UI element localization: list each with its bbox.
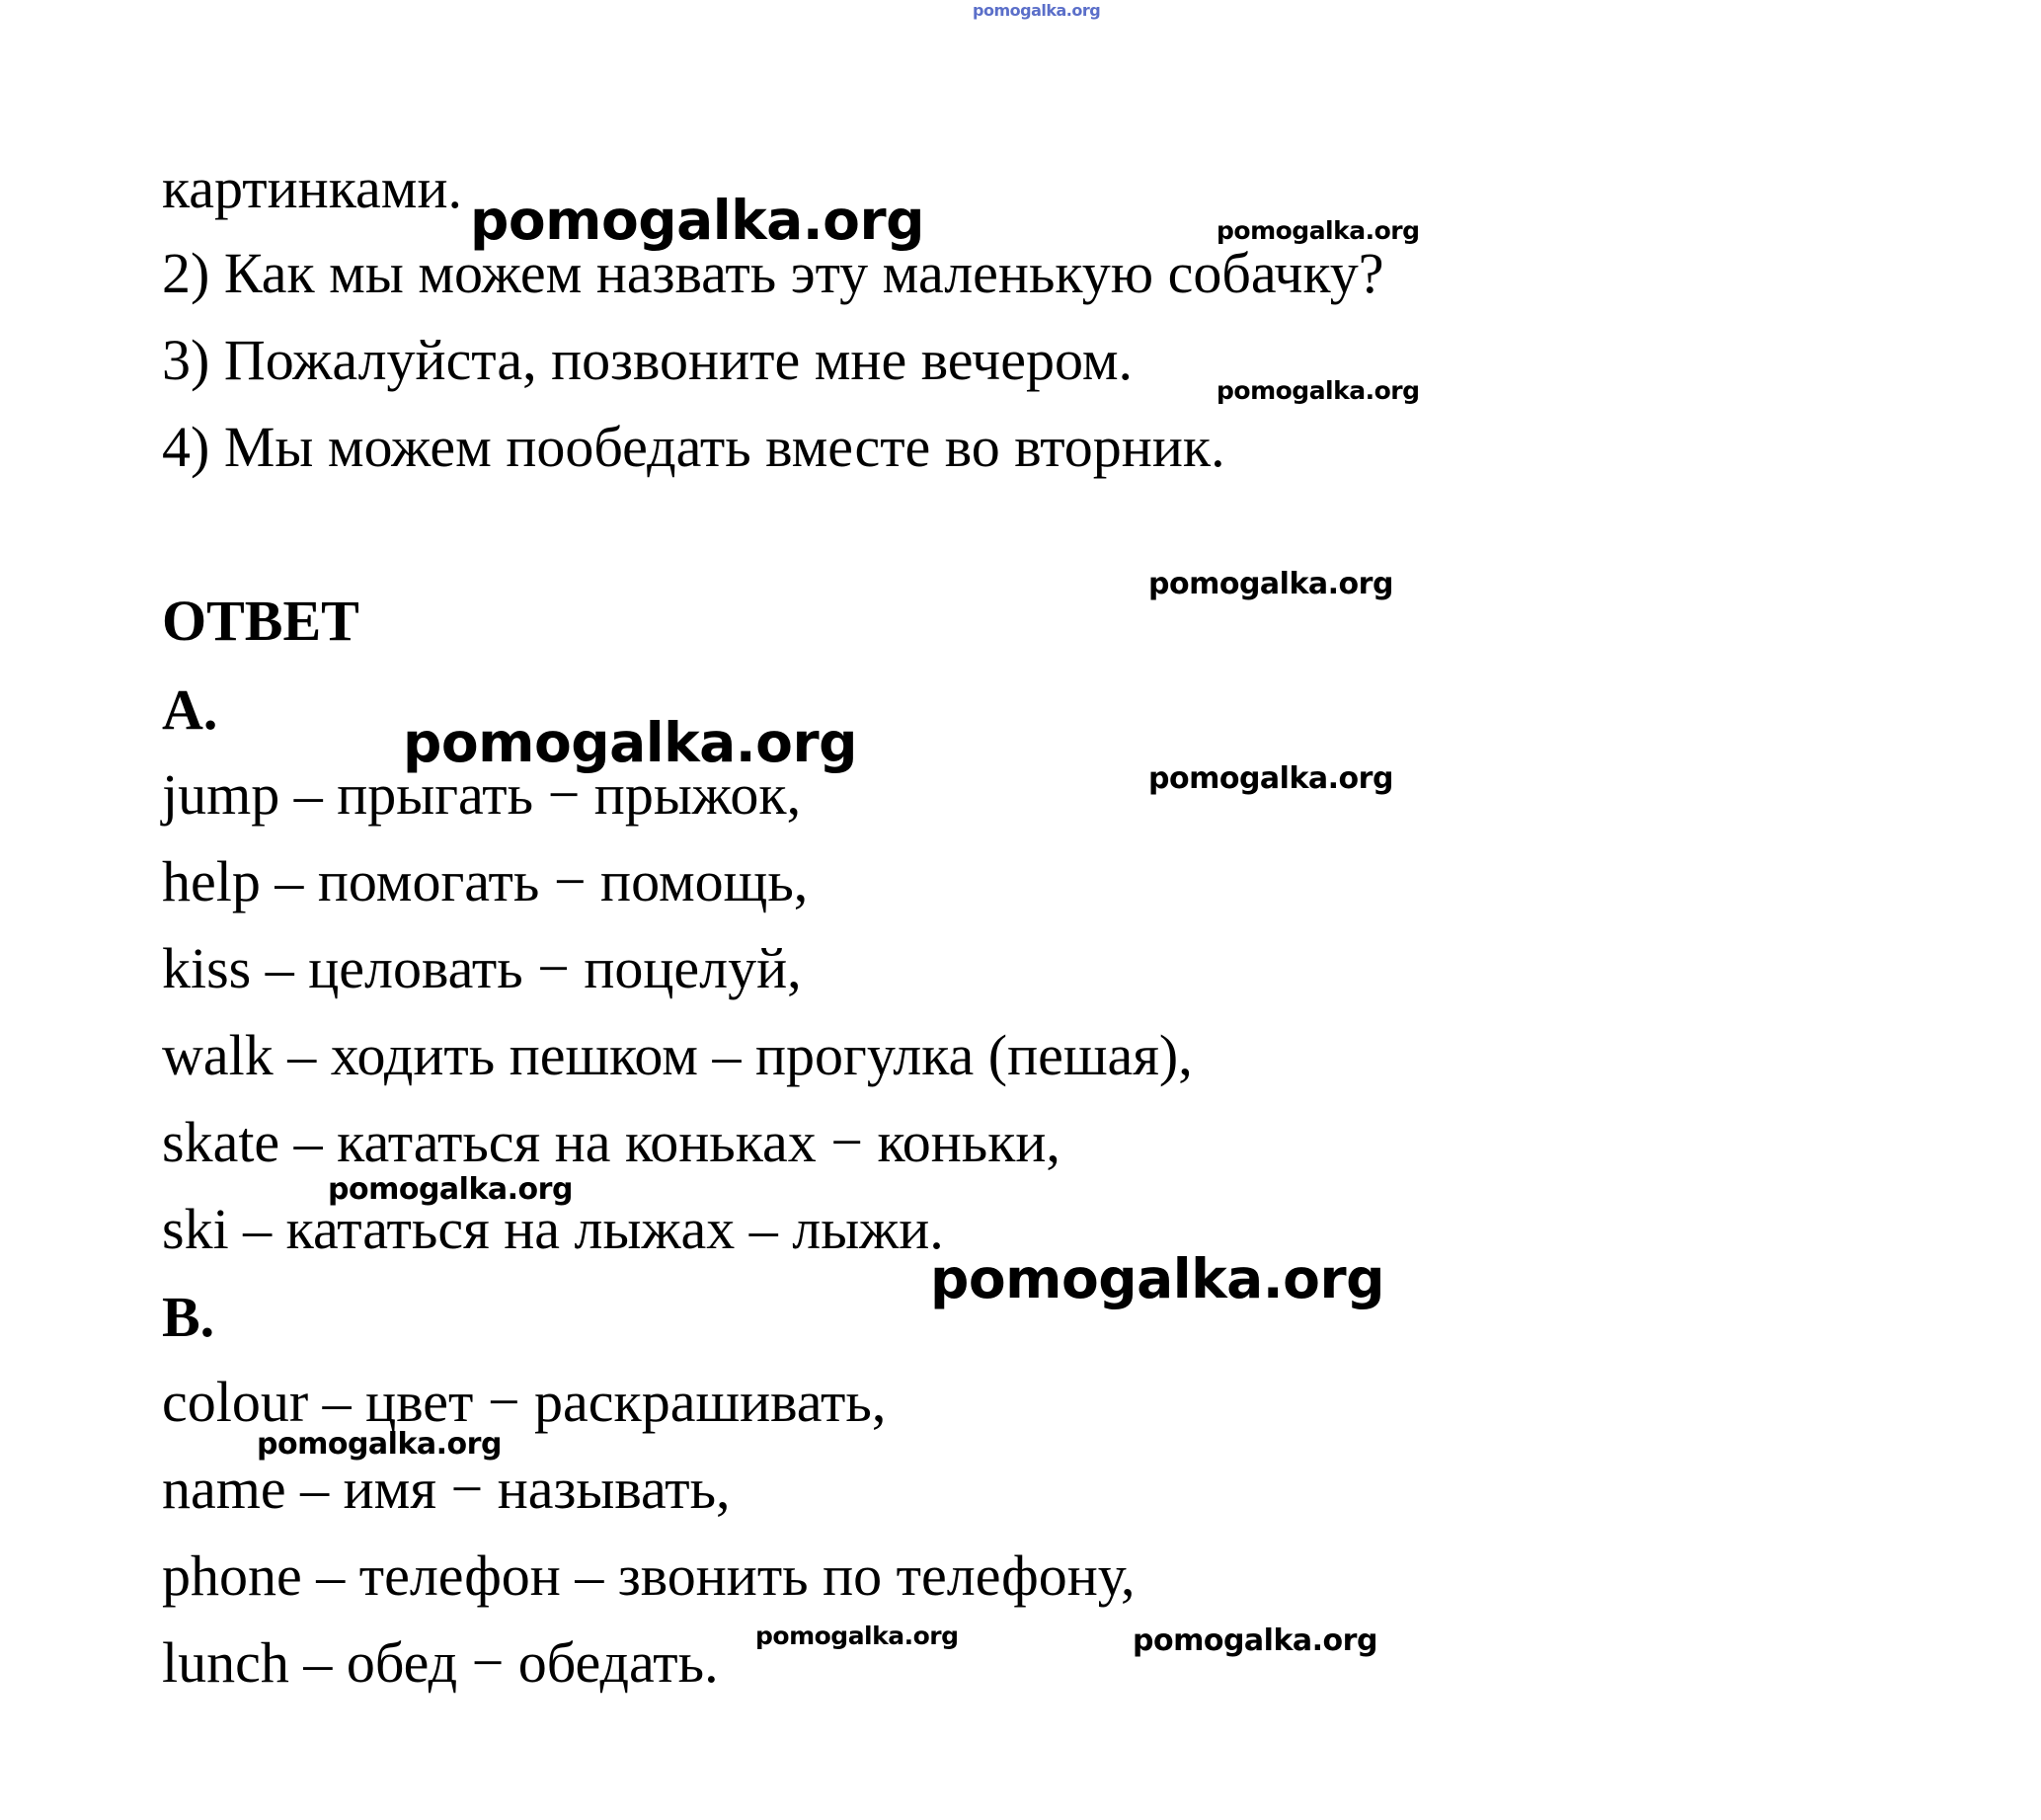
exercise-line-continuation: картинками.: [162, 156, 462, 220]
section-a-item-ski: ski – кататься на лыжах – лыжи.: [162, 1197, 944, 1261]
section-a-item-walk: walk – ходить пешком – прогулка (пешая),: [162, 1023, 1193, 1087]
section-a-item-jump: jump – прыгать − прыжок,: [162, 762, 802, 827]
watermark: pomogalka.org: [328, 1172, 573, 1207]
exercise-line-3: 3) Пожалуйста, позвоните мне вечером.: [162, 328, 1134, 392]
section-b-label: B.: [162, 1285, 215, 1349]
section-b-item-colour: colour – цвет − раскрашивать,: [162, 1370, 887, 1434]
exercise-line-4: 4) Мы можем пообедать вместе во вторник.: [162, 415, 1225, 479]
section-a-item-help: help – помогать − помощь,: [162, 849, 809, 913]
answer-title: ОТВЕТ: [162, 589, 359, 653]
watermark: pomogalka.org: [1133, 1623, 1377, 1658]
section-b-item-lunch: lunch – обед − обедать.: [162, 1630, 719, 1695]
watermark: pomogalka.org: [755, 1622, 959, 1650]
section-b-item-name: name – имя − называть,: [162, 1457, 731, 1521]
section-a-item-skate: skate – кататься на коньках − коньки,: [162, 1110, 1060, 1174]
section-a-item-kiss: kiss – целовать − поцелуй,: [162, 936, 802, 1000]
header-site-mark: pomogalka.org: [973, 1, 1101, 20]
watermark: pomogalka.org: [470, 189, 924, 252]
section-a-label: A.: [162, 677, 218, 742]
watermark: pomogalka.org: [1217, 376, 1420, 405]
watermark: pomogalka.org: [1217, 216, 1420, 245]
watermark: pomogalka.org: [403, 711, 857, 774]
watermark: pomogalka.org: [257, 1427, 502, 1462]
watermark: pomogalka.org: [930, 1247, 1384, 1310]
watermark: pomogalka.org: [1148, 761, 1393, 796]
section-b-item-phone: phone – телефон – звонить по телефону,: [162, 1543, 1136, 1608]
watermark: pomogalka.org: [1148, 567, 1393, 601]
exercise-line-2: 2) Как мы можем назвать эту маленькую собачку?: [162, 241, 1384, 305]
